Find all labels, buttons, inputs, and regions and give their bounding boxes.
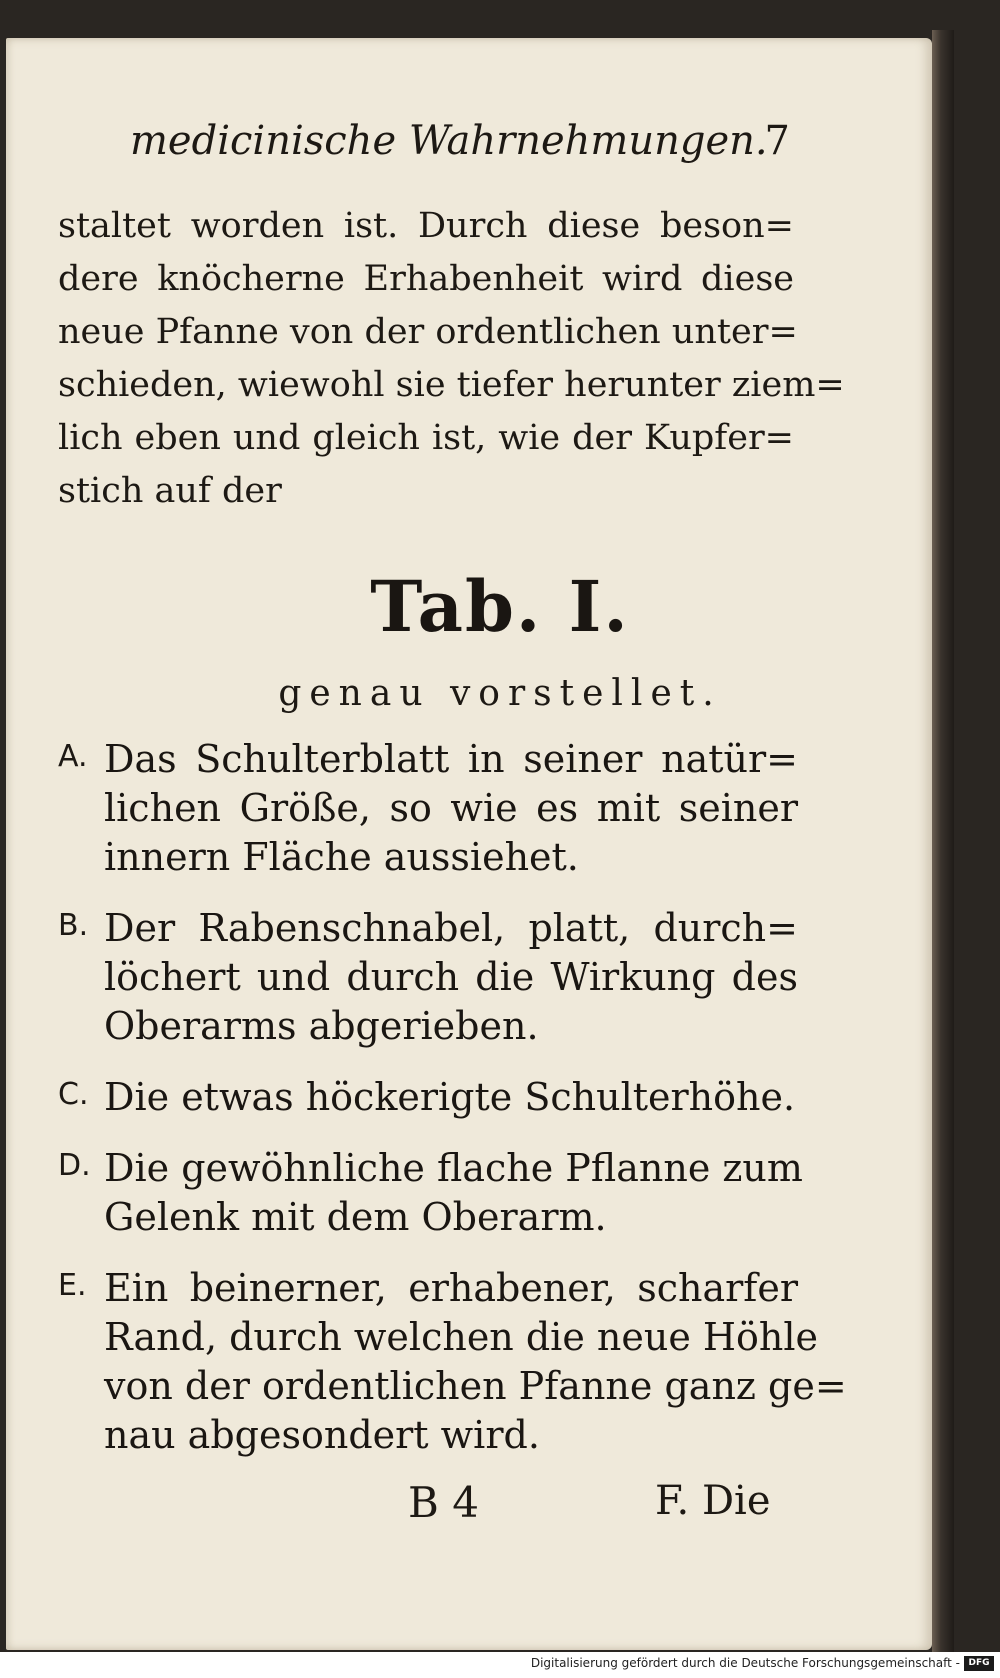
text-line: lichen Größe, so wie es mit seiner xyxy=(104,786,798,830)
running-head xyxy=(130,118,790,174)
entry-letter: C. xyxy=(58,1077,89,1112)
page-number: 7 xyxy=(764,118,790,164)
entry-text xyxy=(104,1264,847,1460)
text-line: Rand, durch welchen die neue Höhle xyxy=(104,1315,819,1359)
text-line: Ein beinerner, erhabener, scharfer xyxy=(104,1266,798,1310)
text-line: Die etwas höckerigte Schulterhöhe. xyxy=(104,1075,796,1119)
text-line: Das Schulterblatt in seiner natür= xyxy=(104,737,798,781)
text-line: von der ordentlichen Pfanne ganz ge= xyxy=(104,1364,847,1408)
entry-letter: B. xyxy=(58,908,89,943)
text-line: nau abgesondert wird. xyxy=(104,1413,540,1457)
plate-heading: Tab. I. xyxy=(370,565,630,648)
text-line: staltet worden ist. Durch diese beson= xyxy=(58,206,794,246)
text-line: innern Fläche aussiehet. xyxy=(104,835,579,879)
legend-entry-c xyxy=(58,1073,798,1122)
digitization-credit: Digitalisierung gefördert durch die Deutsche Forschungsgemeinschaft - xyxy=(530,1656,960,1670)
legend-entry-e xyxy=(58,1264,847,1460)
text-line: Gelenk mit dem Oberarm. xyxy=(104,1195,607,1239)
body-paragraph xyxy=(58,200,845,518)
text-line: stich auf der xyxy=(58,471,282,511)
legend-entry-d xyxy=(58,1144,803,1242)
text-line: schieden, wiewohl sie tiefer herunter ziem= xyxy=(58,365,845,405)
text-line: Oberarms abgerieben. xyxy=(104,1004,539,1048)
text-line: Der Rabenschnabel, platt, durch= xyxy=(104,906,798,950)
text-line: neue Pfanne von der ordentlichen unter= xyxy=(58,312,798,352)
entry-text xyxy=(104,1144,803,1242)
credit-bar xyxy=(0,1652,1000,1678)
legend-entry-a xyxy=(58,735,798,882)
text-line: dere knöcherne Erhabenheit wird diese xyxy=(58,259,794,299)
signature-mark: B 4 xyxy=(408,1478,479,1527)
text-line: Die gewöhnliche flache Pflanne zum xyxy=(104,1146,803,1190)
legend-entry-b xyxy=(58,904,798,1051)
running-head-title: medicinische Wahrnehmungen. xyxy=(130,118,768,164)
entry-text xyxy=(104,1073,798,1122)
entry-letter: D. xyxy=(58,1148,91,1183)
plate-legend xyxy=(58,735,847,1482)
page-edge xyxy=(932,30,954,1652)
entry-letter: A. xyxy=(58,739,88,774)
dfg-logo-icon: DFG xyxy=(964,1656,994,1671)
text-line: lich eben und gleich ist, wie der Kupfer= xyxy=(58,418,794,458)
plate-subheading: genau vorstellet. xyxy=(278,673,722,714)
entry-text xyxy=(104,735,798,882)
entry-letter: E. xyxy=(58,1268,87,1303)
text-line: löchert und durch die Wirkung des xyxy=(104,955,798,999)
catchword: F. Die xyxy=(655,1478,771,1524)
entry-text xyxy=(104,904,798,1051)
